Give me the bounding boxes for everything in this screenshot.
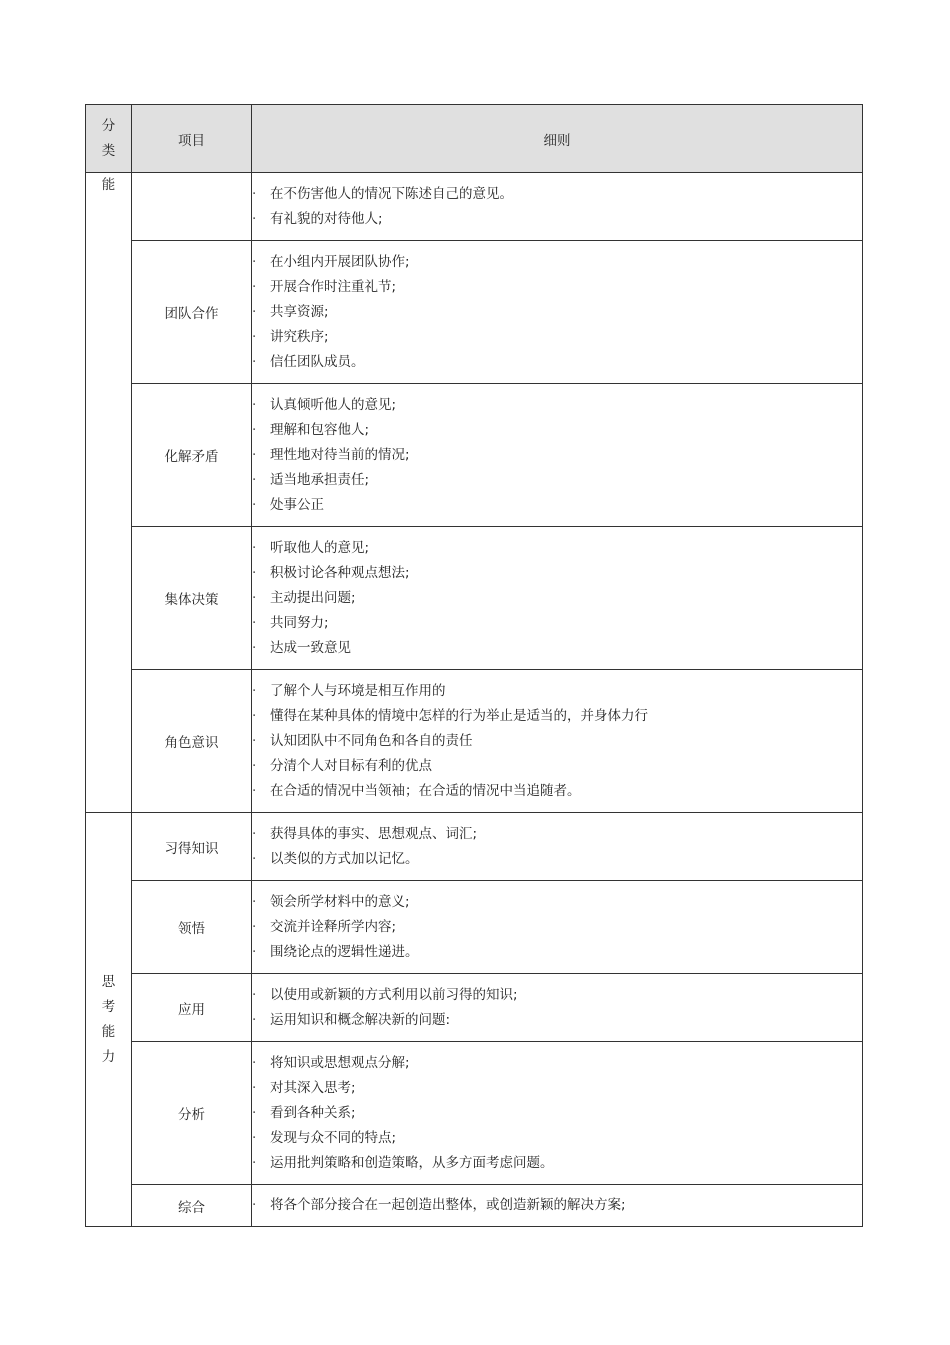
detail-text: 交流并诠释所学内容; <box>270 918 397 935</box>
detail-text: 懂得在某种具体的情境中怎样的行为举止是适当的，并身体力行 <box>270 707 648 724</box>
detail-item <box>252 729 862 754</box>
detail-item <box>252 418 862 443</box>
detail-item <box>252 1126 862 1151</box>
detail-list <box>252 1051 862 1176</box>
detail-list <box>252 250 862 375</box>
detail-item <box>252 443 862 468</box>
table-row <box>86 881 863 974</box>
detail-cell <box>252 974 863 1042</box>
detail-text: 以类似的方式加以记忆。 <box>270 850 419 867</box>
bullet-icon: · <box>252 210 257 227</box>
table-row <box>86 384 863 527</box>
detail-text: 理性地对待当前的情况; <box>270 446 410 463</box>
table-row <box>86 1185 863 1227</box>
detail-text: 运用知识和概念解决新的问题: <box>270 1011 451 1028</box>
detail-text: 听取他人的意见; <box>270 539 370 556</box>
table-row <box>86 974 863 1042</box>
bullet-icon: · <box>252 707 257 724</box>
item-cell: 角色意识 <box>132 670 252 813</box>
header-category-char: 分 <box>101 117 116 134</box>
detail-item <box>252 207 862 232</box>
detail-text: 以使用或新颖的方式利用以前习得的知识; <box>270 986 518 1003</box>
detail-cell <box>252 670 863 813</box>
detail-list <box>252 536 862 661</box>
detail-cell <box>252 384 863 527</box>
detail-cell <box>252 813 863 881</box>
header-category-char: 类 <box>101 142 116 159</box>
detail-item <box>252 586 862 611</box>
bullet-icon: · <box>252 986 257 1003</box>
bullet-icon: · <box>252 253 257 270</box>
category-char: 能 <box>101 177 116 193</box>
detail-text: 讲究秩序; <box>270 328 329 345</box>
detail-text: 领会所学材料中的意义; <box>270 893 410 910</box>
detail-item <box>252 250 862 275</box>
detail-item <box>252 1008 862 1033</box>
item-cell: 习得知识 <box>132 813 252 881</box>
table-row <box>86 241 863 384</box>
detail-text: 运用批判策略和创造策略，从多方面考虑问题。 <box>270 1154 554 1171</box>
bullet-icon: · <box>252 446 257 463</box>
bullet-icon: · <box>252 943 257 960</box>
bullet-icon: · <box>252 303 257 320</box>
table-row <box>86 527 863 670</box>
item-cell: 应用 <box>132 974 252 1042</box>
detail-item <box>252 1193 862 1218</box>
detail-item <box>252 561 862 586</box>
detail-item <box>252 468 862 493</box>
header-detail: 细则 <box>252 105 863 173</box>
header-category <box>86 105 132 173</box>
bullet-icon: · <box>252 1011 257 1028</box>
bullet-icon: · <box>252 782 257 799</box>
bullet-icon: · <box>252 1129 257 1146</box>
header-row <box>86 105 863 173</box>
detail-item <box>252 393 862 418</box>
item-cell: 团队合作 <box>132 241 252 384</box>
bullet-icon: · <box>252 918 257 935</box>
detail-text: 适当地承担责任; <box>270 471 370 488</box>
detail-item <box>252 1151 862 1176</box>
detail-item <box>252 493 862 518</box>
detail-item <box>252 300 862 325</box>
bullet-icon: · <box>252 1079 257 1096</box>
detail-item <box>252 325 862 350</box>
detail-text: 围绕论点的逻辑性递进。 <box>270 943 419 960</box>
detail-text: 信任团队成员。 <box>270 353 365 370</box>
item-cell: 综合 <box>132 1185 252 1227</box>
bullet-icon: · <box>252 825 257 842</box>
item-cell: 分析 <box>132 1042 252 1185</box>
bullet-icon: · <box>252 1104 257 1121</box>
category-cell <box>86 173 132 813</box>
detail-text: 了解个人与环境是相互作用的 <box>270 682 446 699</box>
detail-item <box>252 940 862 965</box>
category-char: 考 <box>101 998 116 1015</box>
detail-list <box>252 822 862 872</box>
detail-text: 看到各种关系; <box>270 1104 356 1121</box>
detail-cell <box>252 527 863 670</box>
detail-text: 获得具体的事实、思想观点、词汇; <box>270 825 478 842</box>
detail-text: 发现与众不同的特点; <box>270 1129 397 1146</box>
detail-item <box>252 779 862 804</box>
detail-item <box>252 182 862 207</box>
detail-item <box>252 679 862 704</box>
detail-item <box>252 275 862 300</box>
detail-item <box>252 611 862 636</box>
bullet-icon: · <box>252 539 257 556</box>
bullet-icon: · <box>252 732 257 749</box>
bullet-icon: · <box>252 278 257 295</box>
category-char: 力 <box>101 1048 116 1065</box>
bullet-icon: · <box>252 893 257 910</box>
detail-list <box>252 890 862 965</box>
bullet-icon: · <box>252 614 257 631</box>
bullet-icon: · <box>252 1154 257 1171</box>
table-row <box>86 670 863 813</box>
bullet-icon: · <box>252 185 257 202</box>
bullet-icon: · <box>252 1197 257 1213</box>
detail-item <box>252 350 862 375</box>
detail-item <box>252 890 862 915</box>
bullet-icon: · <box>252 564 257 581</box>
detail-list <box>252 393 862 518</box>
detail-item <box>252 1076 862 1101</box>
detail-list <box>252 983 862 1033</box>
table-row <box>86 1042 863 1185</box>
detail-item <box>252 754 862 779</box>
item-cell: 领悟 <box>132 881 252 974</box>
detail-text: 有礼貌的对待他人; <box>270 210 383 227</box>
detail-text: 将各个部分接合在一起创造出整体，或创造新颖的解决方案; <box>270 1197 626 1213</box>
detail-text: 主动提出问题; <box>270 589 356 606</box>
detail-item <box>252 915 862 940</box>
item-cell: 化解矛盾 <box>132 384 252 527</box>
detail-item <box>252 536 862 561</box>
header-item: 项目 <box>132 105 252 173</box>
detail-list <box>252 679 862 804</box>
detail-cell <box>252 241 863 384</box>
detail-item <box>252 1051 862 1076</box>
detail-text: 开展合作时注重礼节; <box>270 278 397 295</box>
detail-cell <box>252 881 863 974</box>
detail-text: 处事公正 <box>270 496 324 513</box>
detail-text: 对其深入思考; <box>270 1079 356 1096</box>
detail-item <box>252 822 862 847</box>
detail-list <box>252 182 862 232</box>
bullet-icon: · <box>252 353 257 370</box>
detail-text: 认知团队中不同角色和各自的责任 <box>270 732 473 749</box>
detail-item <box>252 636 862 661</box>
table-row <box>86 813 863 881</box>
detail-item <box>252 704 862 729</box>
rubric-table <box>85 104 863 1227</box>
bullet-icon: · <box>252 1054 257 1071</box>
bullet-icon: · <box>252 471 257 488</box>
bullet-icon: · <box>252 589 257 606</box>
detail-text: 将知识或思想观点分解; <box>270 1054 410 1071</box>
detail-text: 在不伤害他人的情况下陈述自己的意见。 <box>270 185 513 202</box>
detail-item <box>252 1101 862 1126</box>
detail-text: 共享资源; <box>270 303 329 320</box>
table-row <box>86 173 863 241</box>
category-char: 能 <box>101 1023 116 1040</box>
bullet-icon: · <box>252 396 257 413</box>
category-cell <box>86 813 132 1227</box>
bullet-icon: · <box>252 639 257 656</box>
bullet-icon: · <box>252 421 257 438</box>
detail-item <box>252 983 862 1008</box>
detail-text: 分清个人对目标有利的优点 <box>270 757 432 774</box>
bullet-icon: · <box>252 496 257 513</box>
bullet-icon: · <box>252 757 257 774</box>
bullet-icon: · <box>252 850 257 867</box>
detail-cell <box>252 1185 863 1227</box>
detail-text: 共同努力; <box>270 614 329 631</box>
category-char: 思 <box>101 973 116 990</box>
item-cell <box>132 173 252 241</box>
bullet-icon: · <box>252 328 257 345</box>
item-cell: 集体决策 <box>132 527 252 670</box>
detail-text: 积极讨论各种观点想法; <box>270 564 410 581</box>
detail-text: 理解和包容他人; <box>270 421 370 438</box>
detail-text: 认真倾听他人的意见; <box>270 396 397 413</box>
detail-cell <box>252 1042 863 1185</box>
detail-list <box>252 1193 862 1218</box>
detail-text: 在小组内开展团队协作; <box>270 253 410 270</box>
detail-text: 达成一致意见 <box>270 639 351 656</box>
detail-cell <box>252 173 863 241</box>
bullet-icon: · <box>252 682 257 699</box>
detail-text: 在合适的情况中当领袖；在合适的情况中当追随者。 <box>270 782 581 799</box>
detail-item <box>252 847 862 872</box>
